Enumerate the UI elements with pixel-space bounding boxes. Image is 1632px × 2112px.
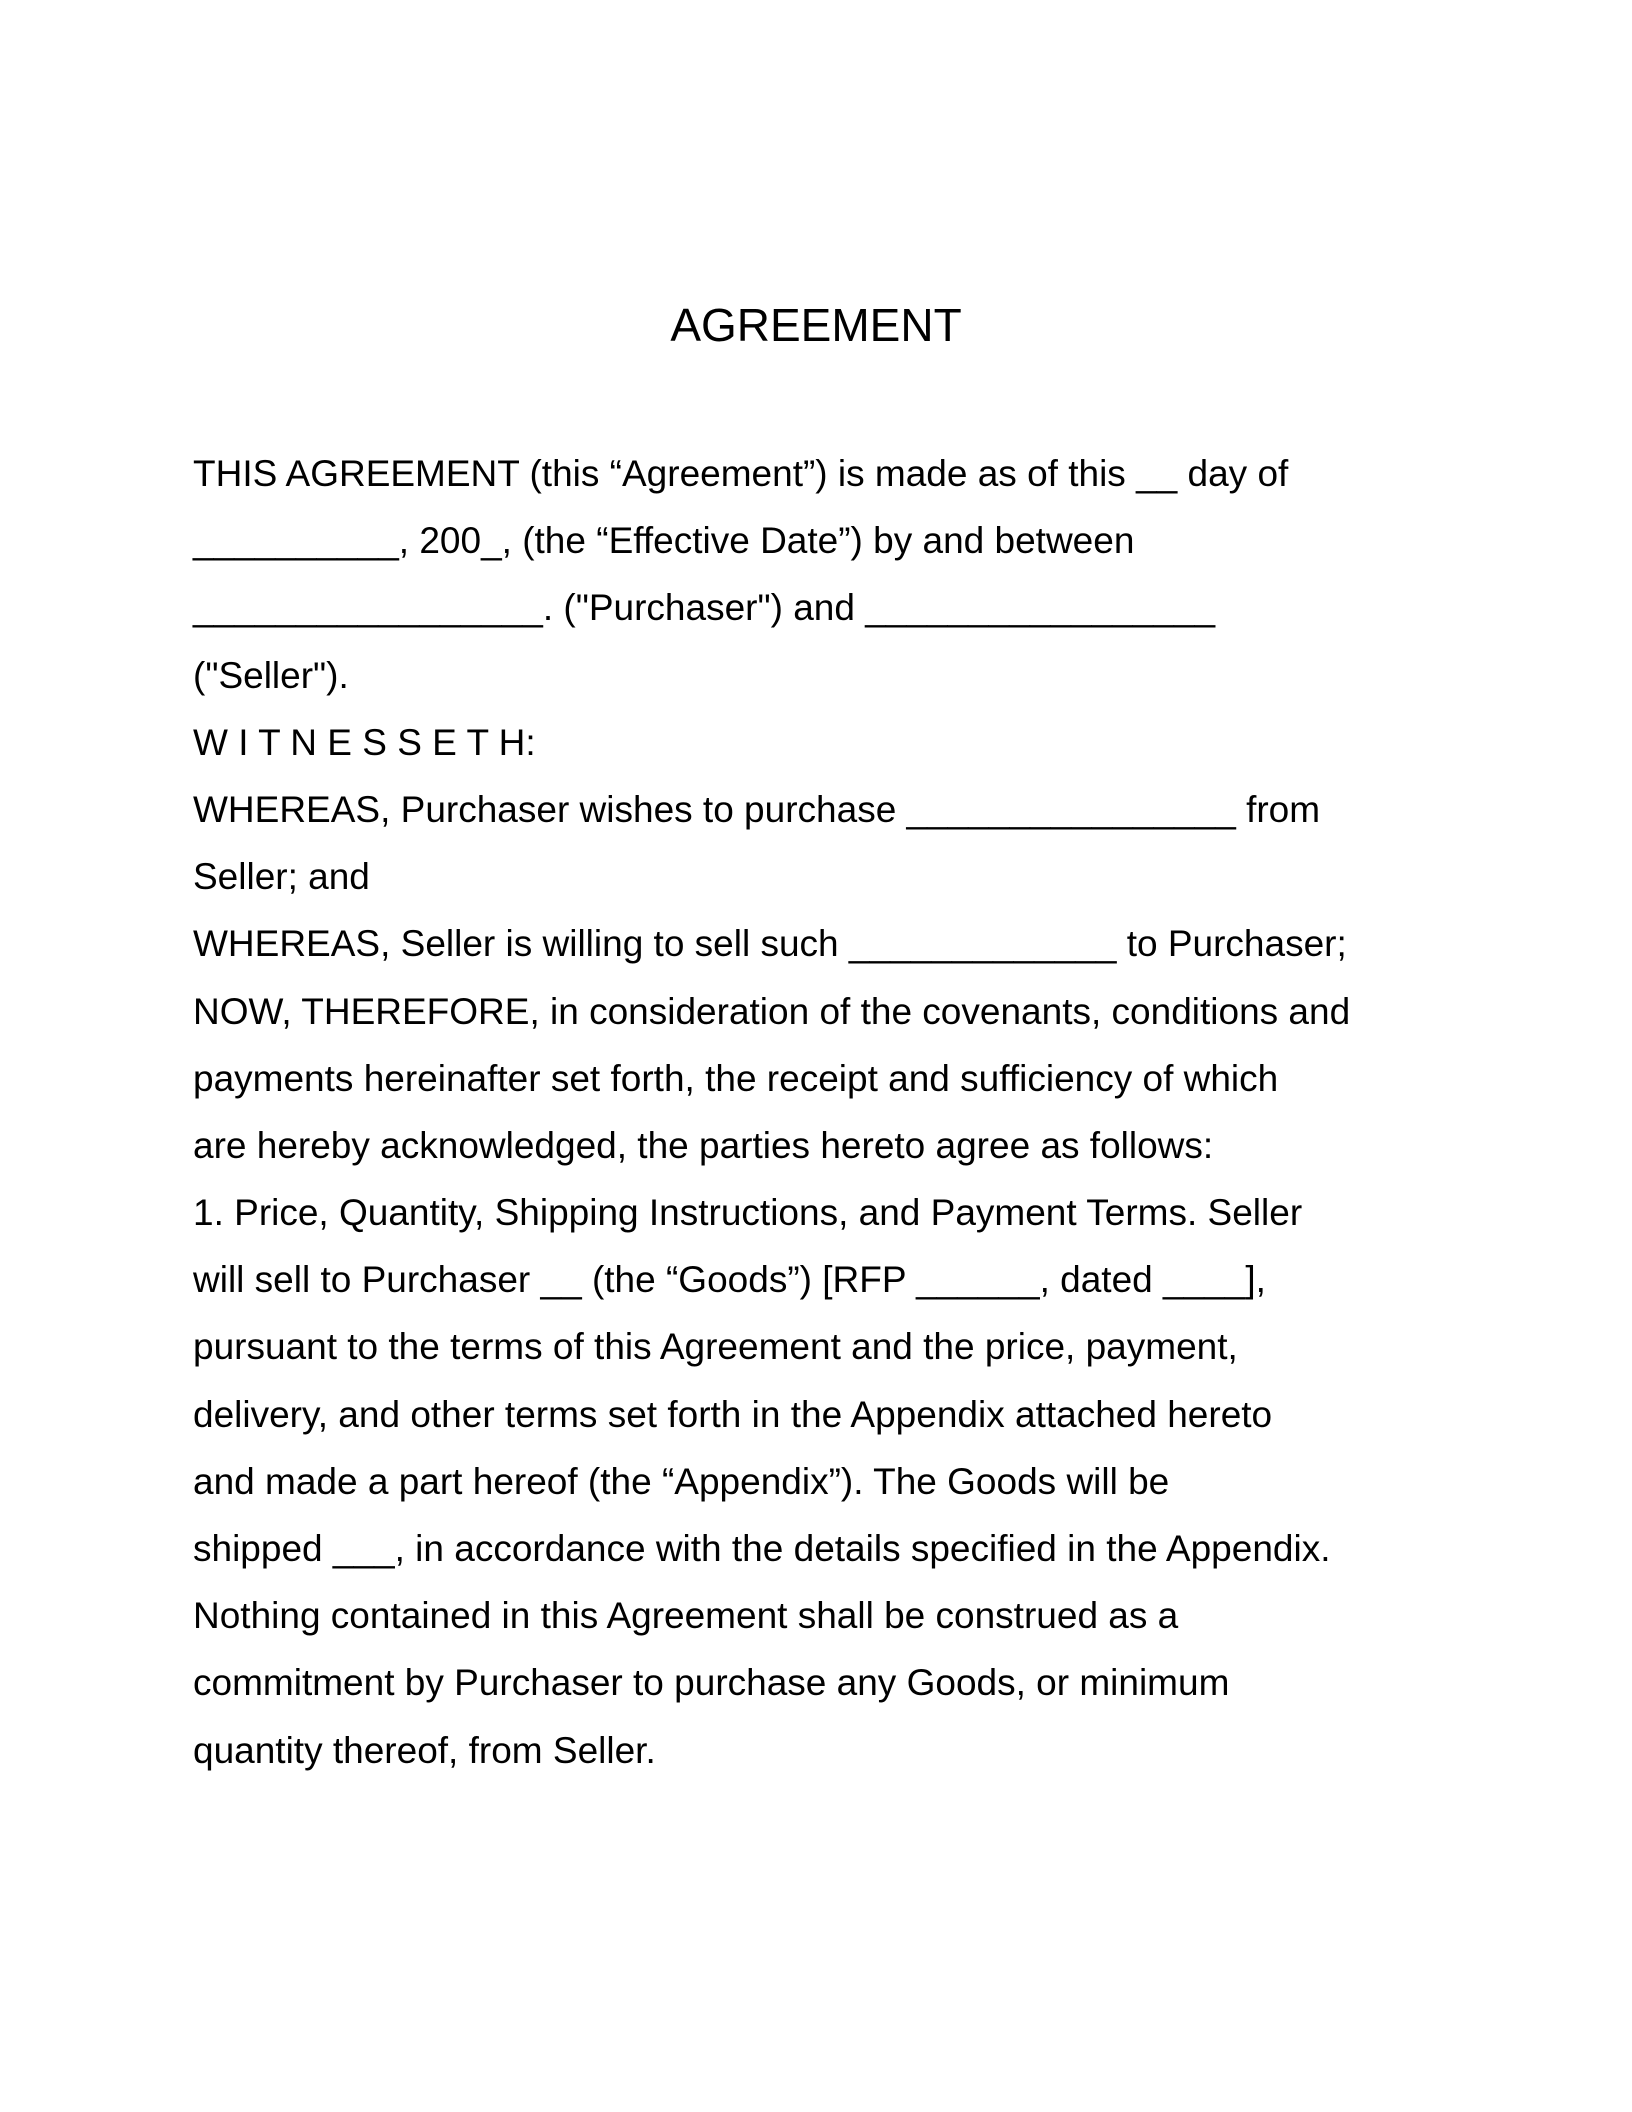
section-1-line-9: quantity thereof, from Seller. bbox=[193, 1729, 656, 1771]
document-title: AGREEMENT bbox=[670, 299, 962, 351]
section-1-line-5: and made a part hereof (the “Appendix”). The Goods will be bbox=[193, 1460, 1170, 1502]
section-1-line-7: Nothing contained in this Agreement shall be construed as a bbox=[193, 1595, 1179, 1637]
body-line-2: __________, 200_, (the “Effective Date”) by and between bbox=[193, 520, 1135, 562]
now-therefore-line-3: are hereby acknowledged, the parties hereto agree as follows: bbox=[193, 1124, 1214, 1166]
now-therefore-line-1: NOW, THEREFORE, in consideration of the covenants, conditions and bbox=[193, 990, 1351, 1032]
body-line-1: THIS AGREEMENT (this “Agreement”) is made as of this __ day of bbox=[193, 453, 1289, 494]
now-therefore-line-2: payments hereinafter set forth, the receipt and sufficiency of which bbox=[193, 1057, 1279, 1099]
agreement-body bbox=[193, 440, 1453, 1784]
body-line-3: _________________. ("Purchaser") and _________________ bbox=[193, 587, 1216, 629]
section-1-line-1: 1. Price, Quantity, Shipping Instructions, and Payment Terms. Seller bbox=[193, 1192, 1303, 1234]
section-1-line-2: will sell to Purchaser __ (the “Goods”) [RFP ______, dated ____], bbox=[193, 1259, 1266, 1301]
section-1-line-8: commitment by Purchaser to purchase any Goods, or minimum bbox=[193, 1662, 1230, 1704]
whereas-clause-1-cont: Seller; and bbox=[193, 856, 370, 898]
body-line-4: ("Seller"). bbox=[193, 654, 349, 696]
witnesseth-heading: W I T N E S S E T H: bbox=[193, 721, 536, 763]
section-1-line-4: delivery, and other terms set forth in the Appendix attached hereto bbox=[193, 1393, 1273, 1435]
whereas-clause-1: WHEREAS, Purchaser wishes to purchase ________________ from bbox=[193, 788, 1321, 830]
section-1-line-3: pursuant to the terms of this Agreement and the price, payment, bbox=[193, 1326, 1238, 1368]
whereas-clause-2: WHEREAS, Seller is willing to sell such _____________ to Purchaser; bbox=[193, 923, 1347, 965]
section-1-line-6: shipped ___, in accordance with the details specified in the Appendix. bbox=[193, 1528, 1331, 1569]
